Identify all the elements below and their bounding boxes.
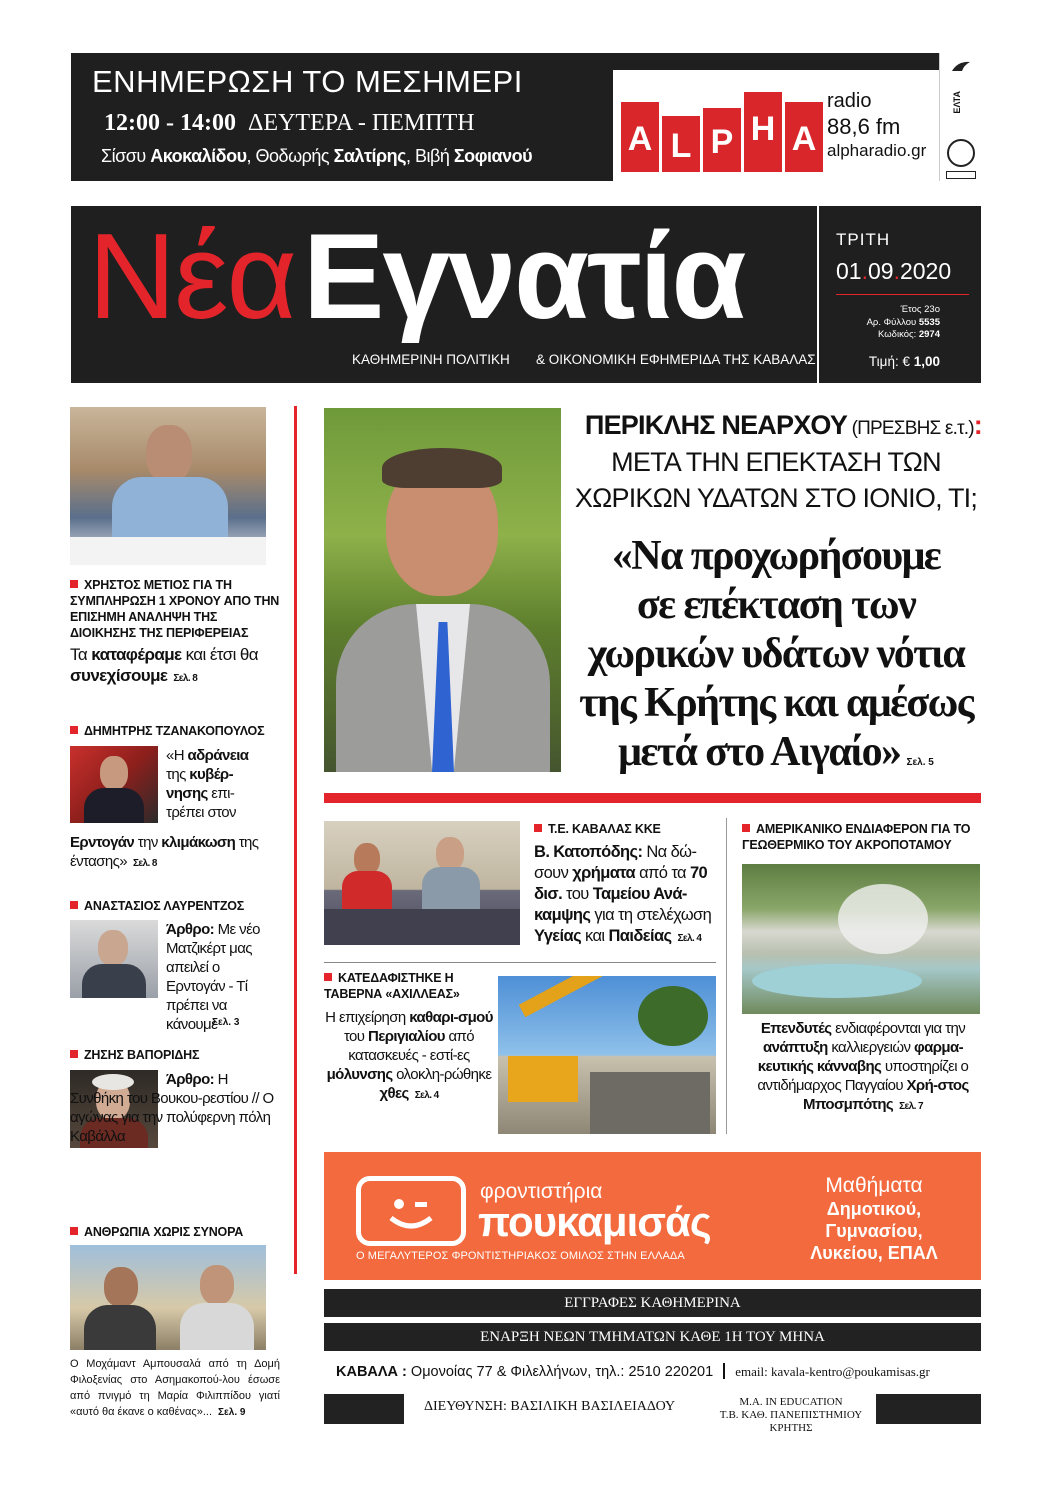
lead-colon: : xyxy=(973,410,982,440)
story-bold: ανάπτυξη xyxy=(763,1039,828,1056)
ad-brand: πουκαμισάς xyxy=(478,1198,711,1245)
ad-wink-icon xyxy=(381,1196,441,1232)
alpha-logo-freq: 88,6 fm xyxy=(827,114,901,139)
story-bold: Επενδυτές xyxy=(760,1020,832,1037)
story-bold: κυβέρ-νησης xyxy=(166,766,233,802)
alpha-logo-letter: L xyxy=(662,116,700,172)
lead-headline-line: της Κρήτης και αμέσως xyxy=(579,680,973,726)
story-text: Τα xyxy=(70,645,92,664)
elta-bird-icon xyxy=(950,59,972,75)
radio-hosts xyxy=(101,146,532,167)
host-text: Σίσσυ xyxy=(101,146,151,166)
radio-banner-title: ΕΝΗΜΕΡΩΣΗ ΤΟ ΜΕΣΗΜΕΡΙ xyxy=(92,64,523,99)
page-ref[interactable]: Σελ. 3 xyxy=(212,1017,240,1028)
story-text: καλλιεργειών xyxy=(827,1039,914,1056)
story-bold: Ταμείου Ανά-καμψης xyxy=(534,885,687,924)
story-taverna xyxy=(324,970,494,1105)
ad-lessons-item: Γυμνασίου, xyxy=(825,1221,923,1241)
alpha-logo-letter: P xyxy=(703,108,741,172)
photo-desk xyxy=(70,537,266,565)
sidebar-story-2-body-cont xyxy=(70,833,280,873)
ad-director-cred xyxy=(706,1396,876,1435)
ad-cred-line: Τ.Β. ΚΑΘ. ΠΑΝΕΠΙΣΤΗΜΙΟΥ ΚΡΗΤΗΣ xyxy=(719,1409,863,1434)
photo-person-head xyxy=(146,425,192,483)
issue-number-value: 5535 xyxy=(918,316,940,328)
issue-code-label: Κωδικός: xyxy=(878,329,919,340)
ad-bar-new-classes: ΕΝΑΡΞΗ ΝΕΩΝ ΤΜΗΜΑΤΩΝ ΚΑΘΕ 1Η ΤΟΥ ΜΗΝΑ xyxy=(324,1323,981,1351)
ad-lessons xyxy=(784,1174,964,1264)
story-text: Η Συνθήκη του Βουκου-ρεστίου // Ο αγώνας για την πολύφερνη πόλη Καβάλλα xyxy=(70,1071,274,1145)
elta-postage-column xyxy=(939,53,981,181)
photo-person-head xyxy=(200,1265,234,1305)
story-text: Με νέο Ματζικέρτ μας απειλεί ο Ερντογάν - Τί πρέπει να κάνουμε xyxy=(166,921,260,1033)
story-text: Ο Μοχάμαντ Αμπουσαλά από τη Δομή Φιλοξενίας στο Ασημακοπού-λου έσωσε από πνιγμό τη Μαρία Φιλιππίδου γιατί «αυτό θα έκανε ο καθένας»... xyxy=(70,1358,280,1418)
story-kicker-text: ΧΡΗΣΤΟΣ ΜΕΤΙΟΣ ΓΙΑ ΤΗ ΣΥΜΠΛΗΡΩΣΗ 1 ΧΡΟΝΟΥ ΑΠΟ ΤΗΝ ΕΠΙΣΗΜΗ ΑΝΑΛΗΨΗ ΤΗΣ ΔΙΟΙΚΗΣΗΣ ΤΗΣ ΠΕΡΙΦΕΡΕΙΑΣ xyxy=(70,578,280,640)
story-text: την xyxy=(134,834,162,851)
page-ref[interactable]: Σελ. 5 xyxy=(906,757,934,768)
bullet-icon xyxy=(70,901,78,909)
issue-code-value: 2974 xyxy=(918,329,940,340)
page-ref[interactable]: Σελ. 9 xyxy=(218,1407,246,1418)
story-geo xyxy=(742,821,984,853)
photo-hot-spring xyxy=(752,964,922,998)
photo-person-body xyxy=(422,867,480,911)
radio-days: ΔΕΥΤΕΡΑ - ΠΕΜΠΤΗ xyxy=(247,110,475,136)
story-text: ενδιαφέρονται για την xyxy=(831,1020,966,1037)
page-ref[interactable]: Σελ. 7 xyxy=(899,1101,923,1112)
photo-lavrentzos xyxy=(70,920,158,998)
page-ref[interactable]: Σελ. 4 xyxy=(414,1090,439,1101)
story-text: Να δώ-σουν xyxy=(534,843,697,882)
story-bold: Άρθρο: xyxy=(166,1071,215,1088)
lead-deck xyxy=(570,444,982,516)
story-text: και xyxy=(581,927,609,945)
story-bold: 70 δισ. xyxy=(534,864,708,903)
story-bold: Χρή-στος Μποσμπότης xyxy=(803,1077,969,1113)
masthead-divider xyxy=(817,206,819,383)
story-text: της έντασης» xyxy=(70,834,259,870)
photo-person-body xyxy=(180,1303,254,1350)
sidebar-story-4-body xyxy=(70,1070,280,1146)
story-kicker-text: ΑΝΑΣΤΑΣΙΟΣ ΛΑΥΡΕΝΤΖΟΣ xyxy=(84,899,245,913)
story-text: Η επιχείρηση xyxy=(325,1009,410,1026)
story-kicker-text: ΚΑΤΕΔΑΦΙΣΤΗΚΕ Η ΤΑΒΕΡΝΑ «ΑΧΙΛΛΕΑΣ» xyxy=(324,971,460,1001)
story-text: του xyxy=(562,885,593,903)
date-year: 2020 xyxy=(899,258,952,284)
radio-banner-time xyxy=(104,110,475,137)
issue-year: Έτος 23ο xyxy=(900,304,940,315)
ad-address: Ομονοίας 77 & Φιλελλήνων, τηλ.: 2510 220201 xyxy=(406,1364,714,1380)
story-text: του xyxy=(343,1028,368,1045)
alpha-logo-letter: H xyxy=(744,92,782,172)
alpha-logo-site: alpharadio.gr xyxy=(827,141,927,160)
story-bold: Β. Κατοπόδης: xyxy=(534,843,643,861)
issue-price xyxy=(820,354,940,369)
lead-deck-line: ΧΩΡΙΚΩΝ ΥΔΑΤΩΝ ΣΤΟ ΙΟΝΙΟ, ΤΙ; xyxy=(574,483,978,513)
sidebar-story-3 xyxy=(70,898,280,914)
host-name: Ακοκαλίδου xyxy=(150,146,247,166)
story-kicker-text: ΑΜΕΡΙΚΑΝΙΚΟ ΕΝΔΙΑΦΕΡΟΝ ΓΙΑ ΤΟ ΓΕΩΘΕΡΜΙΚΟ ΤΟΥ ΑΚΡΟΠΟΤΑΜΟΥ xyxy=(742,822,971,852)
story-bold: φαρμα-κευτικής κάνναβης xyxy=(757,1039,963,1075)
story-kicker xyxy=(742,821,984,853)
story-text: υποστηρίζει ο αντιδήμαρχος Παγγαίου xyxy=(757,1058,969,1094)
story-bold: Υγείας xyxy=(534,927,582,945)
sidebar-story-5-body xyxy=(70,1356,280,1421)
story-kicker xyxy=(70,723,280,739)
price-label: Τιμή: € xyxy=(868,354,914,369)
story-kicker xyxy=(70,1224,280,1240)
photo-person-head xyxy=(104,1267,138,1307)
host-text: , Θοδωρής xyxy=(246,146,334,166)
photo-person-body xyxy=(84,788,144,823)
story-bold: Παιδείας xyxy=(608,927,672,945)
photo-tree xyxy=(638,986,708,1046)
issue-number xyxy=(820,317,940,330)
photo-person-body xyxy=(84,1305,156,1350)
issue-number-label: Αρ. Φύλλου xyxy=(866,316,919,328)
lead-deck-line: ΜΕΤΑ ΤΗΝ ΕΠΕΚΤΑΣΗ ΤΩΝ xyxy=(611,447,941,477)
bullet-icon xyxy=(70,1227,78,1235)
masthead-title xyxy=(88,206,744,346)
photo-metios xyxy=(70,407,266,565)
alpha-logo-radio: radio xyxy=(827,90,872,112)
photo-demolition xyxy=(498,976,716,1134)
photo-wall xyxy=(590,1072,710,1134)
alpha-radio-logo xyxy=(613,70,939,181)
story-kke xyxy=(534,821,724,949)
photo-abousala-filippidou xyxy=(70,1245,266,1350)
sidebar-story-1 xyxy=(70,577,280,689)
lead-kicker xyxy=(570,408,982,446)
photo-kke-press xyxy=(324,821,520,945)
photo-person-head xyxy=(98,930,128,966)
story-bold: καταφέραμε xyxy=(91,645,182,664)
bullet-icon xyxy=(324,973,332,981)
date-month: 09 xyxy=(867,258,894,284)
masthead-title-white: Εγνατία xyxy=(303,208,745,344)
elta-label: ΕΛΤΑ xyxy=(952,91,962,114)
photo-table xyxy=(324,909,520,945)
issue-day: ΤΡΙΤΗ xyxy=(836,230,891,249)
bullet-icon xyxy=(70,580,78,588)
story-bold: χρήματα xyxy=(572,864,636,882)
story-text: της xyxy=(166,766,190,783)
story-kicker xyxy=(534,821,724,837)
masthead-subtitle-left: ΚΑΘΗΜΕΡΙΝΗ ΠΟΛΙΤΙΚΗ xyxy=(352,352,510,367)
story-kicker xyxy=(324,970,494,1002)
masthead-title-red: Νέα xyxy=(88,208,296,344)
sidebar-story-3-page xyxy=(206,1012,239,1030)
story-kke-rule xyxy=(324,962,716,963)
ad-lessons-title: Μαθήματα xyxy=(825,1174,923,1197)
bullet-icon xyxy=(742,824,750,832)
bullet-icon xyxy=(70,726,78,734)
issue-code xyxy=(820,329,940,342)
story-kicker-text: ΖΗΣΗΣ ΒΑΠΟΡΙΔΗΣ xyxy=(84,1048,200,1062)
photo-tzanakopoulos xyxy=(70,746,158,823)
photo-steam xyxy=(838,884,928,954)
story-text: ολοκλη-ρώθηκε xyxy=(392,1066,492,1083)
lead-headline-line: «Να προχωρήσουμε xyxy=(611,533,941,579)
lead-name: ΠΕΡΙΚΛΗΣ ΝΕΑΡΧΟΥ xyxy=(584,410,848,440)
story-text: για τη στελέχωση xyxy=(590,906,712,924)
host-text: , Βιβή xyxy=(405,146,454,166)
alpha-logo-letter: A xyxy=(785,102,823,172)
sidebar-story-2 xyxy=(70,723,280,739)
photo-person-body xyxy=(342,871,392,911)
bullet-icon xyxy=(70,1050,78,1058)
story-text: από κατασκευές - εστί-ες xyxy=(348,1028,475,1064)
date-day: 01 xyxy=(836,258,862,284)
photo-person-body xyxy=(82,964,146,998)
ad-address-separator xyxy=(723,1363,725,1379)
masthead-subtitle-right: & ΟΙΚΟΝΟΜΙΚΗ ΕΦΗΜΕΡΙΔΑ ΤΗΣ ΚΑΒΑΛΑΣ xyxy=(536,352,816,367)
elta-seal-icon xyxy=(947,139,975,167)
story-kicker-text: ΑΝΘΡΩΠΙΑ ΧΩΡΙΣ ΣΥΝΟΡΑ xyxy=(84,1225,244,1239)
sidebar-story-4 xyxy=(70,1047,280,1063)
lead-headline-text: μετά στο Αιγαίο» xyxy=(618,729,901,775)
story-kicker-text: ΔΗΜΗΤΡΗΣ ΤΖΑΝΑΚΟΠΟΥΛΟΣ xyxy=(84,724,265,738)
ad-bar-registrations: ΕΓΓΡΑΦΕΣ ΚΑΘΗΜΕΡΙΝΑ xyxy=(324,1289,981,1317)
story-body xyxy=(324,1008,494,1105)
host-name: Σαλτίρης xyxy=(333,146,406,166)
story-kicker xyxy=(70,577,280,641)
sidebar-story-5 xyxy=(70,1224,280,1240)
story-bold: συνεχίσουμε xyxy=(70,666,168,685)
ad-cred-line: M.A. IN EDUCATION xyxy=(739,1396,843,1408)
alpha-logo-letter: A xyxy=(621,102,659,172)
date-sep: . xyxy=(893,258,900,284)
photo-excavator-body xyxy=(508,1056,578,1102)
lead-headline xyxy=(566,532,986,787)
ad-director: ΔΙΕΥΘΥΝΣΗ: ΒΑΣΙΛΙΚΗ ΒΑΣΙΛΕΙΑΔΟΥ xyxy=(424,1399,676,1414)
lead-role: (ΠΡΕΣΒΗΣ ε.τ.) xyxy=(847,418,974,439)
story-text: «Η xyxy=(166,747,188,764)
host-name: Σοφιανού xyxy=(453,146,533,166)
story-text: επι-τρέπει στον xyxy=(166,785,236,821)
ad-lessons-item: Λυκείου, ΕΠΑΛ xyxy=(810,1243,938,1263)
lead-headline-line xyxy=(566,728,986,787)
photo-person-head xyxy=(100,756,128,790)
story-bold: Περιγιαλίου xyxy=(367,1028,445,1045)
page-ref[interactable]: Σελ. 8 xyxy=(173,673,198,684)
sidebar-story-2-body xyxy=(166,746,266,822)
ad-brand-top: φροντιστήρια xyxy=(480,1180,603,1203)
ad-city: ΚΑΒΑΛΑ : xyxy=(336,1364,407,1380)
ad-tagline: Ο ΜΕΓΑΛΥΤΕΡΟΣ ΦΡΟΝΤΙΣΤΗΡΙΑΚΟΣ ΟΜΙΛΟΣ ΣΤΗΝ ΕΛΛΑΔΑ xyxy=(356,1250,685,1262)
ad-footer-dark xyxy=(324,1394,404,1424)
photo-person-head xyxy=(436,837,464,871)
bullet-icon xyxy=(534,824,542,832)
sidebar-divider xyxy=(294,406,297,1274)
photo-excavator-arm xyxy=(519,976,605,1017)
story-body xyxy=(534,842,724,949)
story-text: από τα xyxy=(635,864,690,882)
ad-lessons-item: Δημοτικού, xyxy=(826,1199,922,1219)
date-sep: . xyxy=(861,258,868,284)
elta-permit-box xyxy=(946,171,976,179)
ad-address-line xyxy=(324,1360,981,1384)
ad-footer-dark-right xyxy=(876,1394,981,1424)
page-ref[interactable]: Σελ. 4 xyxy=(677,933,702,944)
radio-time: 12:00 - 14:00 xyxy=(104,110,236,136)
story-bold: μόλυνσης xyxy=(326,1066,393,1083)
story-kicker xyxy=(70,1047,280,1063)
photo-geothermal xyxy=(742,864,980,1014)
story-bold: Άρθρο: xyxy=(166,921,215,938)
lead-headline-line: χωρικών υδάτων νότια xyxy=(587,631,965,677)
lead-separator xyxy=(324,793,981,803)
photo-person-hair xyxy=(382,448,502,488)
story-bold: χθες xyxy=(379,1085,409,1102)
issue-date xyxy=(836,258,951,285)
story-body xyxy=(70,644,280,689)
page-ref[interactable]: Σελ. 8 xyxy=(132,858,157,869)
story-kicker-text: Τ.Ε. ΚΑΒΑΛΑΣ ΚΚΕ xyxy=(548,822,661,836)
story-bold: Ερντογάν xyxy=(70,834,135,851)
story-kicker xyxy=(70,898,280,914)
story-geo-body xyxy=(742,1019,984,1116)
story-text: και έτσι θα xyxy=(181,645,258,664)
photo-nearchou xyxy=(324,408,561,772)
story-bold: κλιμάκωση xyxy=(161,834,236,851)
issue-meta xyxy=(820,304,940,342)
sidebar-column-rule xyxy=(726,818,727,1134)
lead-headline-line: σε επέκταση των xyxy=(636,582,916,628)
date-underline xyxy=(836,294,969,295)
story-bold: καθαρι-σμού xyxy=(409,1009,493,1026)
price-value: 1,00 xyxy=(913,354,940,369)
ad-email[interactable]: email: kavala-kentro@poukamisas.gr xyxy=(735,1364,930,1379)
story-bold: αδράνεια xyxy=(187,747,249,764)
